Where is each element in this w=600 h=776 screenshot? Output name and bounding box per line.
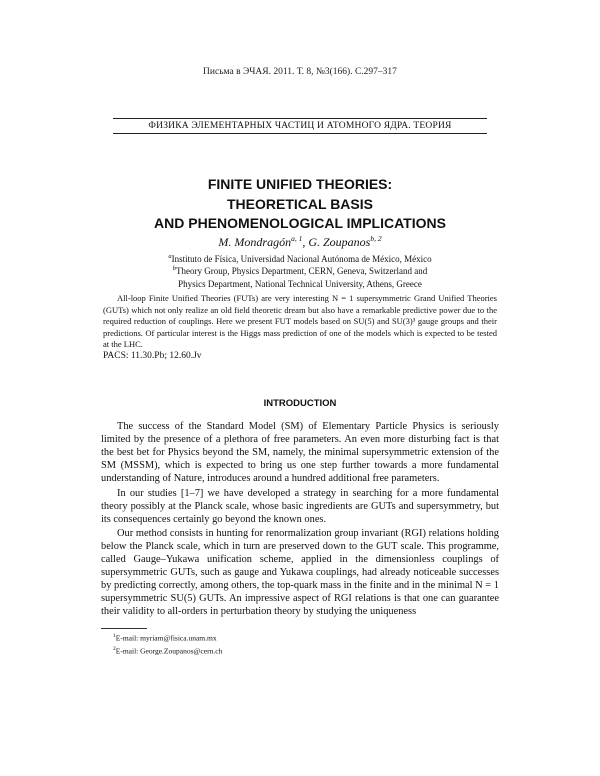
author-1-affil-mark: a, 1 xyxy=(291,234,303,243)
footnote-1-mark: 1 xyxy=(113,633,116,639)
footnotes xyxy=(113,631,222,656)
paragraph: In our studies [1–7] we have developed a strategy in searching for a more fundamental theory possibly at the Planck scale, whose basic ingredients are GUTs and supersymmetry, but its consequences certainly go beyond the known ones. xyxy=(101,487,499,525)
title-line-2: THEORETICAL BASIS xyxy=(227,195,373,212)
affiliation-b-mark: b xyxy=(172,265,177,272)
journal-citation: Письма в ЭЧАЯ. 2011. Т. 8, №3(166). С.297–317 xyxy=(203,67,397,77)
footnote-1-email: E-mail: myriam@fisica.unam.mx xyxy=(115,633,217,643)
affiliation-b xyxy=(0,262,600,291)
footnote-2-email: E-mail: George.Zoupanos@cern.ch xyxy=(115,646,223,655)
affiliation-b-text-line2: Physics Department, National Technical University, Athens, Greece xyxy=(178,279,422,289)
author-separator: , xyxy=(302,235,309,249)
paragraph: Our method consists in hunting for renormalization group invariant (RGI) relations holding below the Planck scale, which in turn are preserved down to the GUT scale. This programme, called Gauge–Yukawa unification scheme, applied in the dimensionless couplings of supersymmetric GUTs, such as gauge and Yukawa couplings, had already noticeable successes by predicting correctly, among others, the top-quark mass in the finite and in the minimal N = 1 supersymmetric SU(5) GUTs. An impressive aspect of RGI relations is that one can guarantee their validity to all-orders in perturbation theory by studying the uniqueness xyxy=(101,528,499,617)
title-line-3: AND PHENOMENOLOGICAL IMPLICATIONS xyxy=(154,215,446,231)
paper-title xyxy=(0,175,600,234)
introduction-body xyxy=(101,420,499,620)
paragraph: The success of the Standard Model (SM) of Elementary Particle Physics is seriously limited by the presence of a plethora of free parameters. An even more disturbing fact is that the best bet for Physics beyond the SM, namely, the minimal supersymmetric extension of the SM (MSSM), which is expected to bring us one step further towards a more fundamental understanding of Nature, introduces around a hundred additional free parameters. xyxy=(101,421,499,484)
section-heading-introduction: INTRODUCTION xyxy=(263,398,337,409)
title-line-1: FINITE UNIFIED THEORIES: xyxy=(207,176,393,192)
affiliation-a-text: Instituto de Física, Universidad Nacional Autónoma de México, México xyxy=(171,254,432,264)
author-2-affil-mark: b, 2 xyxy=(370,234,382,243)
affiliation-a-mark: a xyxy=(168,253,172,260)
abstract: All-loop Finite Unified Theories (FUTs) are very interesting N = 1 supersymmetric Grand Unified Theories (GUTs) which not only realize an old field theoretic dream but also have a remarkable predictive power due to the required reduction of couplings. Here we present FUT models based on SU(5) and SU(3)³ gauge groups and their predictions. Of particular interest is the Higgs mass prediction of one of the models which is expected to be tested at the LHC. xyxy=(103,293,497,349)
section-category-bar: ФИЗИКА ЭЛЕМЕНТАРНЫХ ЧАСТИЦ И АТОМНОГО ЯДРА. ТЕОРИЯ xyxy=(113,118,487,134)
author-1-name: M. Mondragón xyxy=(218,235,292,249)
footnote-2-mark: 2 xyxy=(113,645,116,652)
pacs-codes: PACS: 11.30.Pb; 12.60.Jv xyxy=(103,351,202,361)
author-2-name: G. Zoupanos xyxy=(308,235,371,249)
footnote-divider xyxy=(101,628,147,629)
footnote-1 xyxy=(113,631,222,644)
footnote-2 xyxy=(113,644,222,657)
author-list xyxy=(0,234,600,250)
affiliation-b-text-line1: Theory Group, Physics Department, CERN, Geneva, Switzerland and xyxy=(176,266,428,276)
